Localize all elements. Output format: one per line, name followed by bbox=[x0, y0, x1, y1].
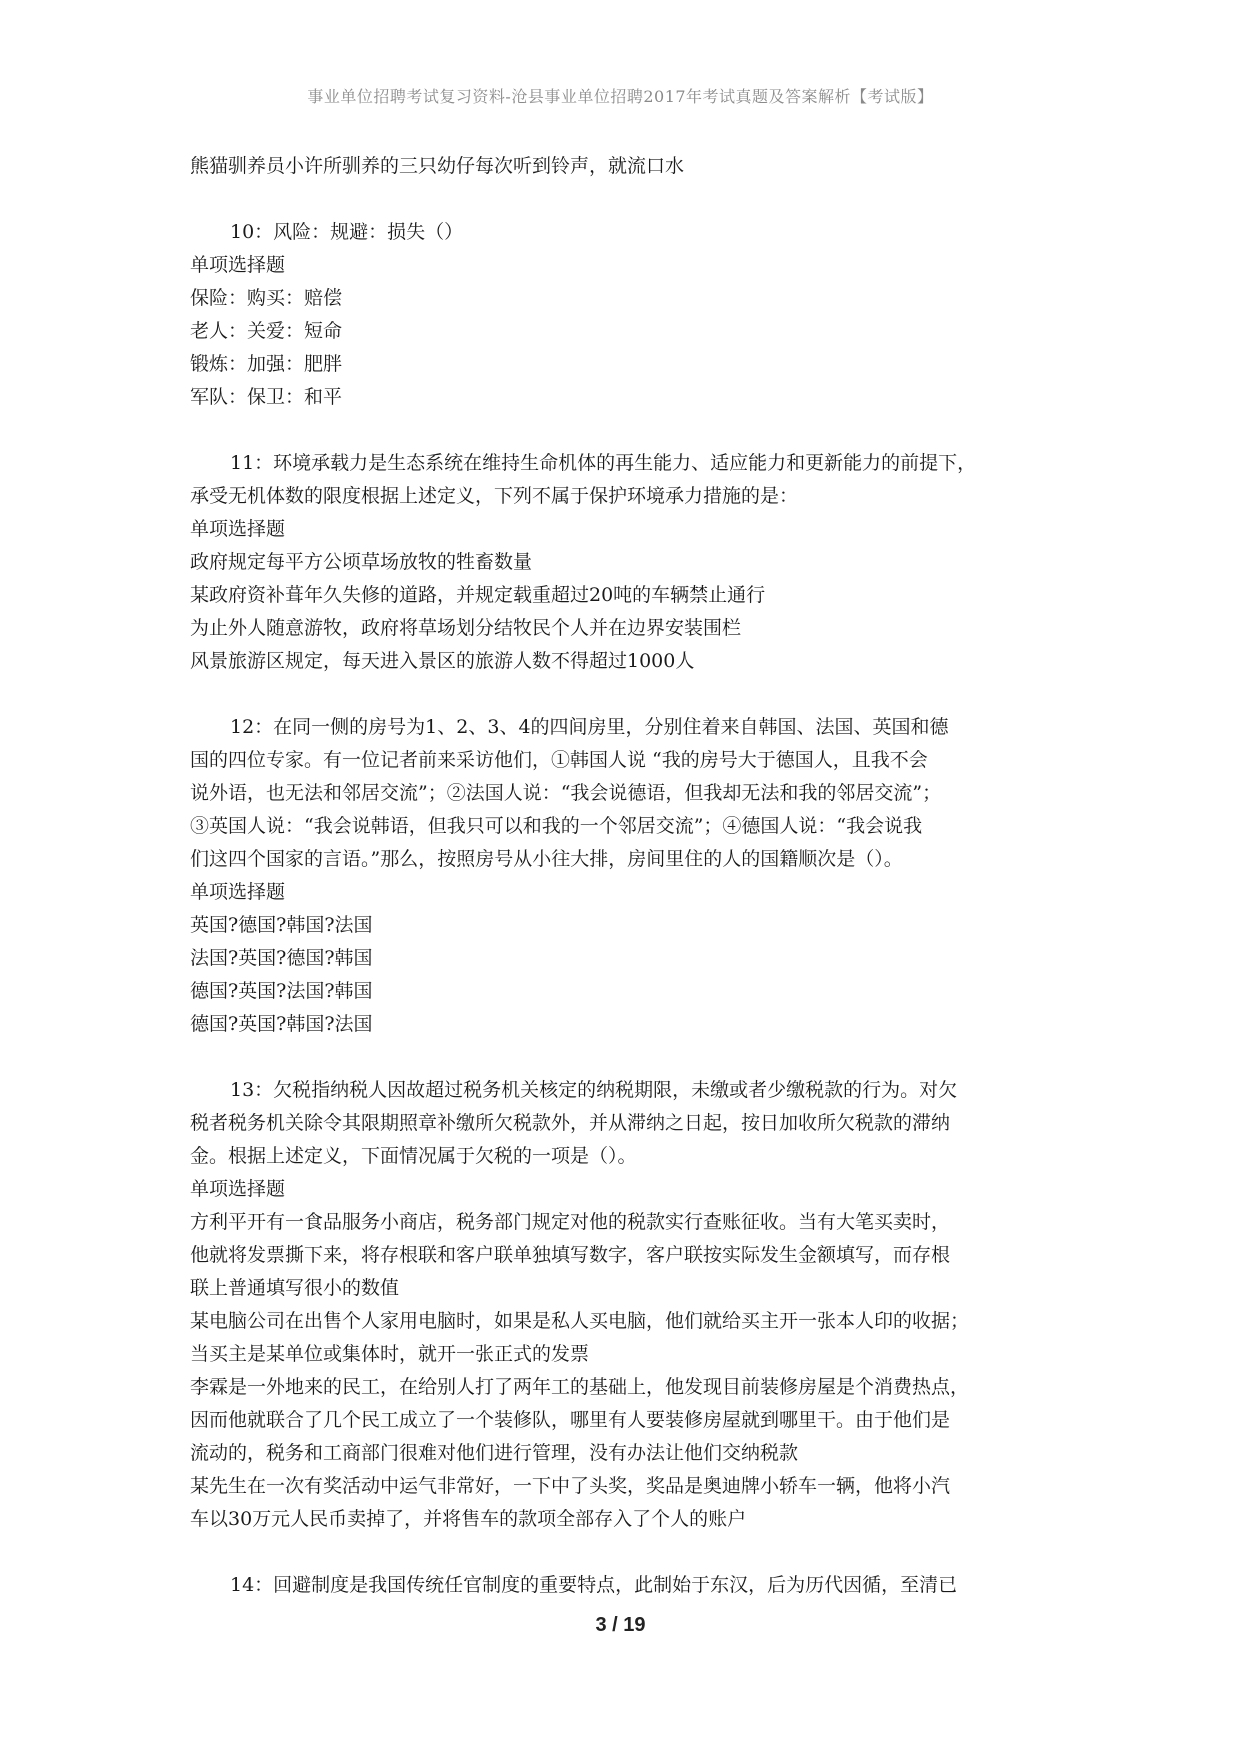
question-block bbox=[190, 1569, 1070, 1602]
question-stem-line: 们这四个国家的言语。”那么，按照房号从小往大排，房间里住的人的国籍顺次是（）。 bbox=[190, 848, 903, 870]
question-block bbox=[190, 1074, 1070, 1536]
question-block bbox=[190, 447, 1070, 678]
question-stem-line: ③英国人说：“我会说韩语，但我只可以和我的一个邻居交流”；④德国人说：“我会说我 bbox=[190, 815, 923, 837]
question-list bbox=[190, 216, 1070, 1602]
answer-option: 为止外人随意游牧，政府将草场划分结牧民个人并在边界安装围栏 bbox=[190, 617, 742, 639]
question-stem-line: 13：欠税指纳税人因故超过税务机关核定的纳税期限，未缴或者少缴税款的行为。对欠 bbox=[230, 1079, 958, 1101]
question-stem-line: 税者税务机关除令其限期照章补缴所欠税款外，并从滞纳之日起，按日加收所欠税款的滞纳 bbox=[190, 1112, 951, 1134]
page-header: 事业单位招聘考试复习资料-沧县事业单位招聘2017年考试真题及答案解析【考试版】 bbox=[307, 87, 934, 106]
document-body bbox=[190, 150, 1070, 1602]
question-stem-line: 国的四位专家。有一位记者前来采访他们，①韩国人说 “我的房号大于德国人，且我不会 bbox=[190, 749, 928, 771]
question-stem-line: 承受无机体数的限度根据上述定义，下列不属于保护环境承力措施的是： bbox=[190, 485, 799, 507]
question-stem-line: 14：回避制度是我国传统任官制度的重要特点，此制始于东汉，后为历代因循，至清已 bbox=[230, 1574, 958, 1596]
answer-option: 德国?英国?韩国?法国 bbox=[190, 1013, 373, 1035]
answer-option: 老人：关爱：短命 bbox=[190, 320, 343, 342]
page-number: 3 / 19 bbox=[595, 1614, 646, 1636]
answer-option: 军队：保卫：和平 bbox=[190, 386, 343, 408]
lead-line: 熊猫驯养员小许所驯养的三只幼仔每次听到铃声，就流口水 bbox=[190, 155, 685, 177]
answer-option: 锻炼：加强：肥胖 bbox=[190, 353, 343, 375]
answer-option: 某先生在一次有奖活动中运气非常好，一下中了头奖，奖品是奥迪牌小轿车一辆，他将小汽 车以30万元人民币卖掉了，并将售车的款项全部存入了个人的账户 bbox=[190, 1475, 951, 1530]
question-stem-line: 金。根据上述定义，下面情况属于欠税的一项是（）。 bbox=[190, 1145, 637, 1167]
question-stem-line: 10：风险：规避：损失（） bbox=[230, 221, 464, 243]
answer-option: 风景旅游区规定，每天进入景区的旅游人数不得超过1000人 bbox=[190, 650, 695, 672]
question-type: 单项选择题 bbox=[190, 254, 286, 276]
answer-option: 德国?英国?法国?韩国 bbox=[190, 980, 373, 1002]
answer-option: 李霖是一外地来的民工，在给别人打了两年工的基础上，他发现目前装修房屋是个消费热点， 因而他就联合了几个民工成立了一个装修队，哪里有人要装修房屋就到哪里干。由于他们是 流动的，税务和工商部门很难对他们进行管理，没有办法让他们交纳税款 bbox=[190, 1376, 970, 1464]
answer-option: 某政府资补葺年久失修的道路，并规定载重超过20吨的车辆禁止通行 bbox=[190, 584, 766, 606]
question-type: 单项选择题 bbox=[190, 881, 286, 903]
answer-option: 某电脑公司在出售个人家用电脑时，如果是私人买电脑，他们就给买主开一张本人印的收据； 当买主是某单位或集体时，就开一张正式的发票 bbox=[190, 1310, 970, 1365]
question-block bbox=[190, 711, 1070, 1041]
answer-option: 方利平开有一食品服务小商店，税务部门规定对他的税款实行查账征收。当有大笔买卖时， 他就将发票撕下来，将存根联和客户联单独填写数字，客户联按实际发生金额填写，而存根 联上普通填写很小的数值 bbox=[190, 1211, 951, 1299]
question-stem-line: 说外语，也无法和邻居交流”；②法国人说：“我会说德语，但我却无法和我的邻居交流”； bbox=[190, 782, 942, 804]
answer-option: 法国?英国?德国?韩国 bbox=[190, 947, 373, 969]
answer-option: 英国?德国?韩国?法国 bbox=[190, 914, 373, 936]
answer-option: 政府规定每平方公顷草场放牧的牲畜数量 bbox=[190, 551, 533, 573]
question-block bbox=[190, 216, 1070, 414]
answer-option: 保险：购买：赔偿 bbox=[190, 287, 343, 309]
question-type: 单项选择题 bbox=[190, 1178, 286, 1200]
question-stem-line: 12：在同一侧的房号为1、2、3、4的四间房里，分别住着来自韩国、法国、英国和德 bbox=[230, 716, 949, 738]
question-stem-line: 11：环境承载力是生态系统在维持生命机体的再生能力、适应能力和更新能力的前提下， bbox=[230, 452, 977, 474]
question-type: 单项选择题 bbox=[190, 518, 286, 540]
